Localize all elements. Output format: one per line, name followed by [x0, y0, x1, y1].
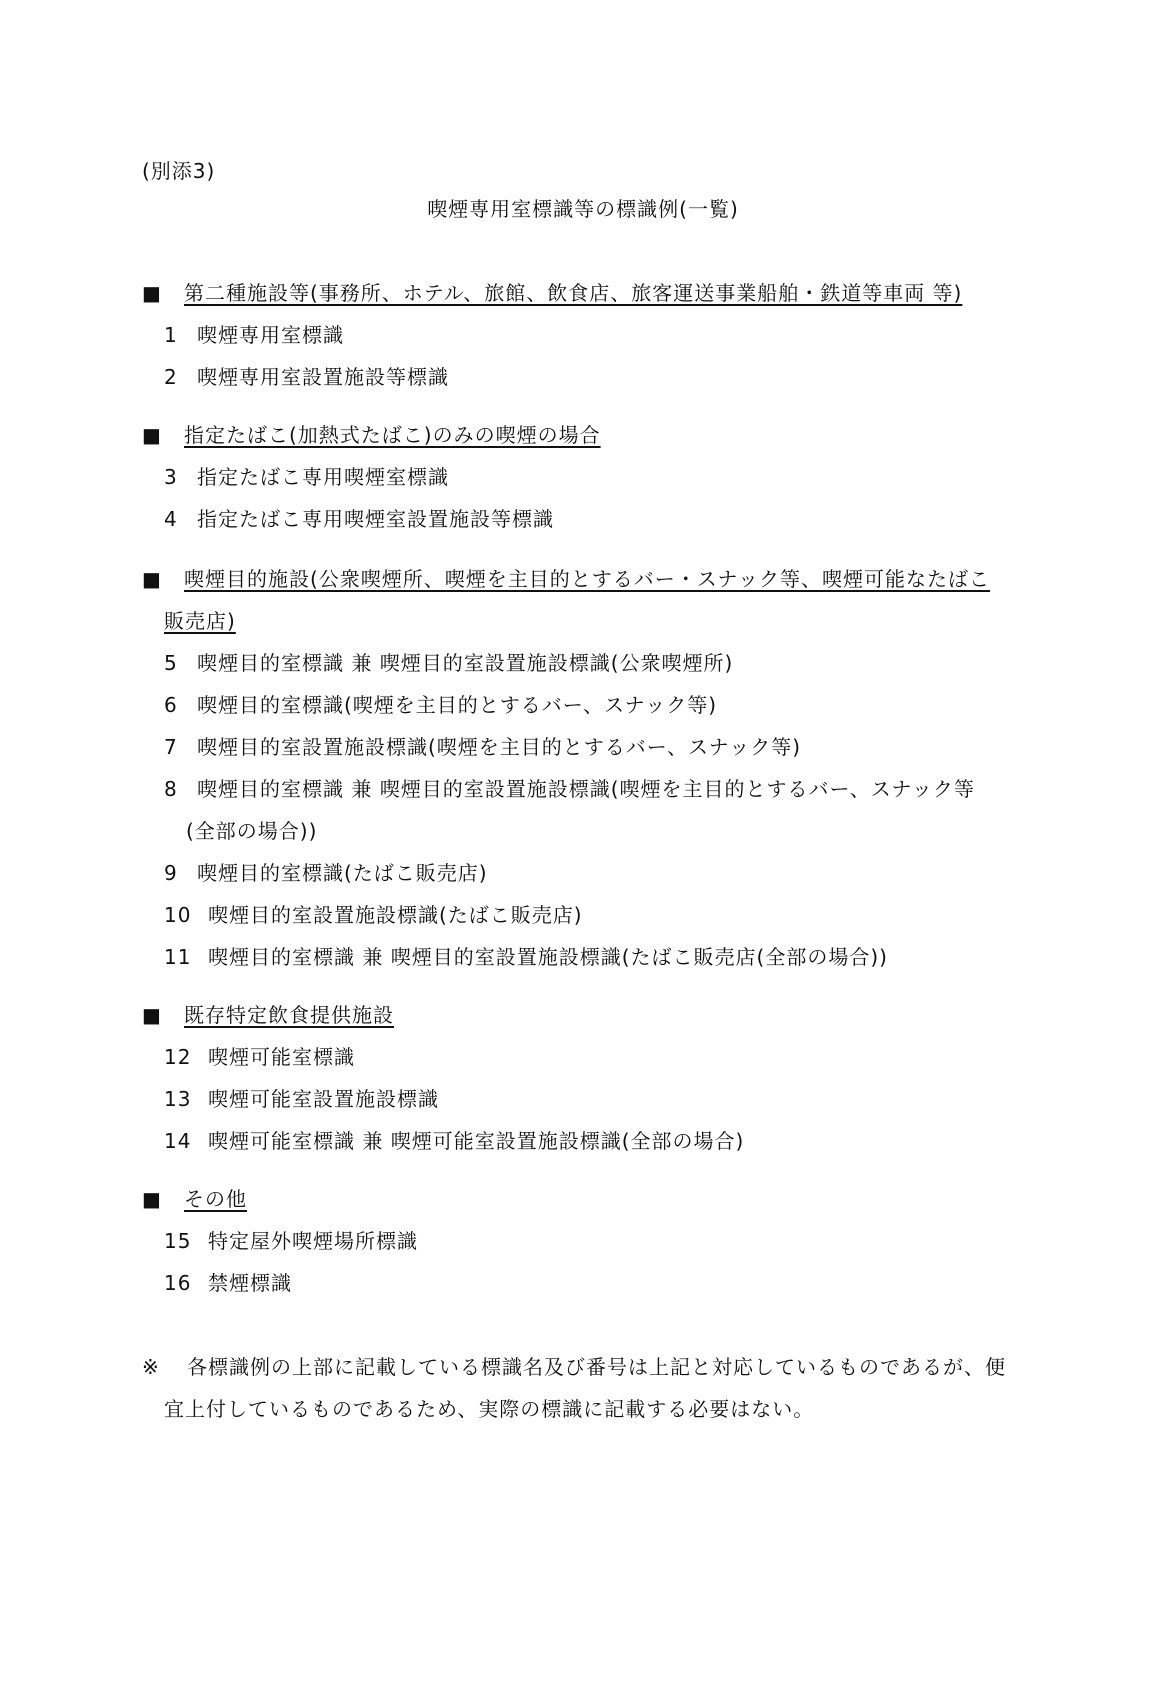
item-text: 喫煙専用室設置施設等標識 [197, 365, 449, 389]
section-heading-smoking-purpose-facilities [142, 566, 990, 592]
square-bullet-icon: ■ [142, 1187, 162, 1211]
item-number: 12 [164, 1045, 192, 1069]
item-number: 4 [164, 507, 178, 531]
section-heading-second-class-facilities [142, 280, 962, 306]
list-item [164, 860, 488, 886]
item-text: 喫煙目的室標識 兼 喫煙目的室設置施設標識(喫煙を主目的とするバー、スナック等 [197, 777, 975, 801]
item-number: 3 [164, 465, 178, 489]
item-text: 喫煙可能室標識 [208, 1045, 355, 1069]
list-item [164, 1086, 439, 1112]
section-heading-designated-tobacco [142, 422, 601, 448]
list-item [164, 776, 975, 802]
item-text: 指定たばこ専用喫煙室設置施設等標識 [197, 507, 554, 531]
section-heading-text: 指定たばこ(加熱式たばこ)のみの喫煙の場合 [184, 423, 601, 447]
item-number: 2 [164, 365, 178, 389]
item-number: 1 [164, 323, 178, 347]
list-item [164, 1044, 355, 1070]
item-number: 10 [164, 903, 192, 927]
square-bullet-icon: ■ [142, 281, 162, 305]
list-item [164, 464, 449, 490]
item-text: 禁煙標識 [208, 1271, 292, 1295]
section-heading-continuation: 販売店) [164, 609, 236, 633]
list-item [164, 944, 888, 970]
item-text: 指定たばこ専用喫煙室標識 [197, 465, 449, 489]
section-heading-text: 既存特定飲食提供施設 [184, 1003, 394, 1027]
footnote [142, 1354, 1006, 1380]
list-item [164, 1228, 418, 1254]
list-item [164, 692, 717, 718]
reference-mark-icon: ※ [142, 1355, 160, 1379]
section-heading-other [142, 1186, 247, 1212]
list-item [164, 902, 583, 928]
annex-label: (別添3) [142, 159, 216, 183]
item-text: 喫煙目的室標識(たばこ販売店) [197, 861, 488, 885]
item-text: 喫煙可能室設置施設標識 [208, 1087, 439, 1111]
square-bullet-icon: ■ [142, 567, 162, 591]
section-heading-text: 喫煙目的施設(公衆喫煙所、喫煙を主目的とするバー・スナック等、喫煙可能なたばこ [184, 567, 991, 591]
item-text: 喫煙専用室標識 [197, 323, 344, 347]
section-heading-text: 第二種施設等(事務所、ホテル、旅館、飲食店、旅客運送事業船舶・鉄道等車両 等) [184, 281, 963, 305]
square-bullet-icon: ■ [142, 1003, 162, 1027]
footnote-continuation: 宜上付しているものであるため、実際の標識に記載する必要はない。 [164, 1397, 815, 1421]
item-text: 喫煙目的室設置施設標識(たばこ販売店) [208, 903, 583, 927]
list-item [164, 1128, 744, 1154]
section-heading-text: その他 [184, 1187, 247, 1211]
square-bullet-icon: ■ [142, 423, 162, 447]
list-item [164, 322, 344, 348]
item-number: 6 [164, 693, 178, 717]
item-number: 13 [164, 1087, 192, 1111]
section-heading-existing-food-facilities [142, 1002, 394, 1028]
item-number: 15 [164, 1229, 192, 1253]
list-item-continuation: (全部の場合)) [186, 819, 318, 843]
item-number: 14 [164, 1129, 192, 1153]
list-item [164, 734, 801, 760]
item-text: 喫煙目的室標識 兼 喫煙目的室設置施設標識(たばこ販売店(全部の場合)) [208, 945, 888, 969]
item-text: 喫煙目的室設置施設標識(喫煙を主目的とするバー、スナック等) [197, 735, 802, 759]
footnote-text: 各標識例の上部に記載している標識名及び番号は上記と対応しているものであるが、便 [187, 1355, 1006, 1379]
item-number: 11 [164, 945, 192, 969]
list-item [164, 364, 449, 390]
item-number: 8 [164, 777, 178, 801]
item-text: 喫煙目的室標識 兼 喫煙目的室設置施設標識(公衆喫煙所) [197, 651, 734, 675]
item-number: 7 [164, 735, 178, 759]
item-number: 9 [164, 861, 178, 885]
document-title: 喫煙専用室標識等の標識例(一覧) [427, 197, 739, 221]
item-text: 喫煙目的室標識(喫煙を主目的とするバー、スナック等) [197, 693, 718, 717]
item-number: 16 [164, 1271, 192, 1295]
item-text: 特定屋外喫煙場所標識 [208, 1229, 418, 1253]
item-number: 5 [164, 651, 178, 675]
list-item [164, 506, 554, 532]
list-item [164, 650, 733, 676]
item-text: 喫煙可能室標識 兼 喫煙可能室設置施設標識(全部の場合) [208, 1129, 745, 1153]
list-item [164, 1270, 292, 1296]
